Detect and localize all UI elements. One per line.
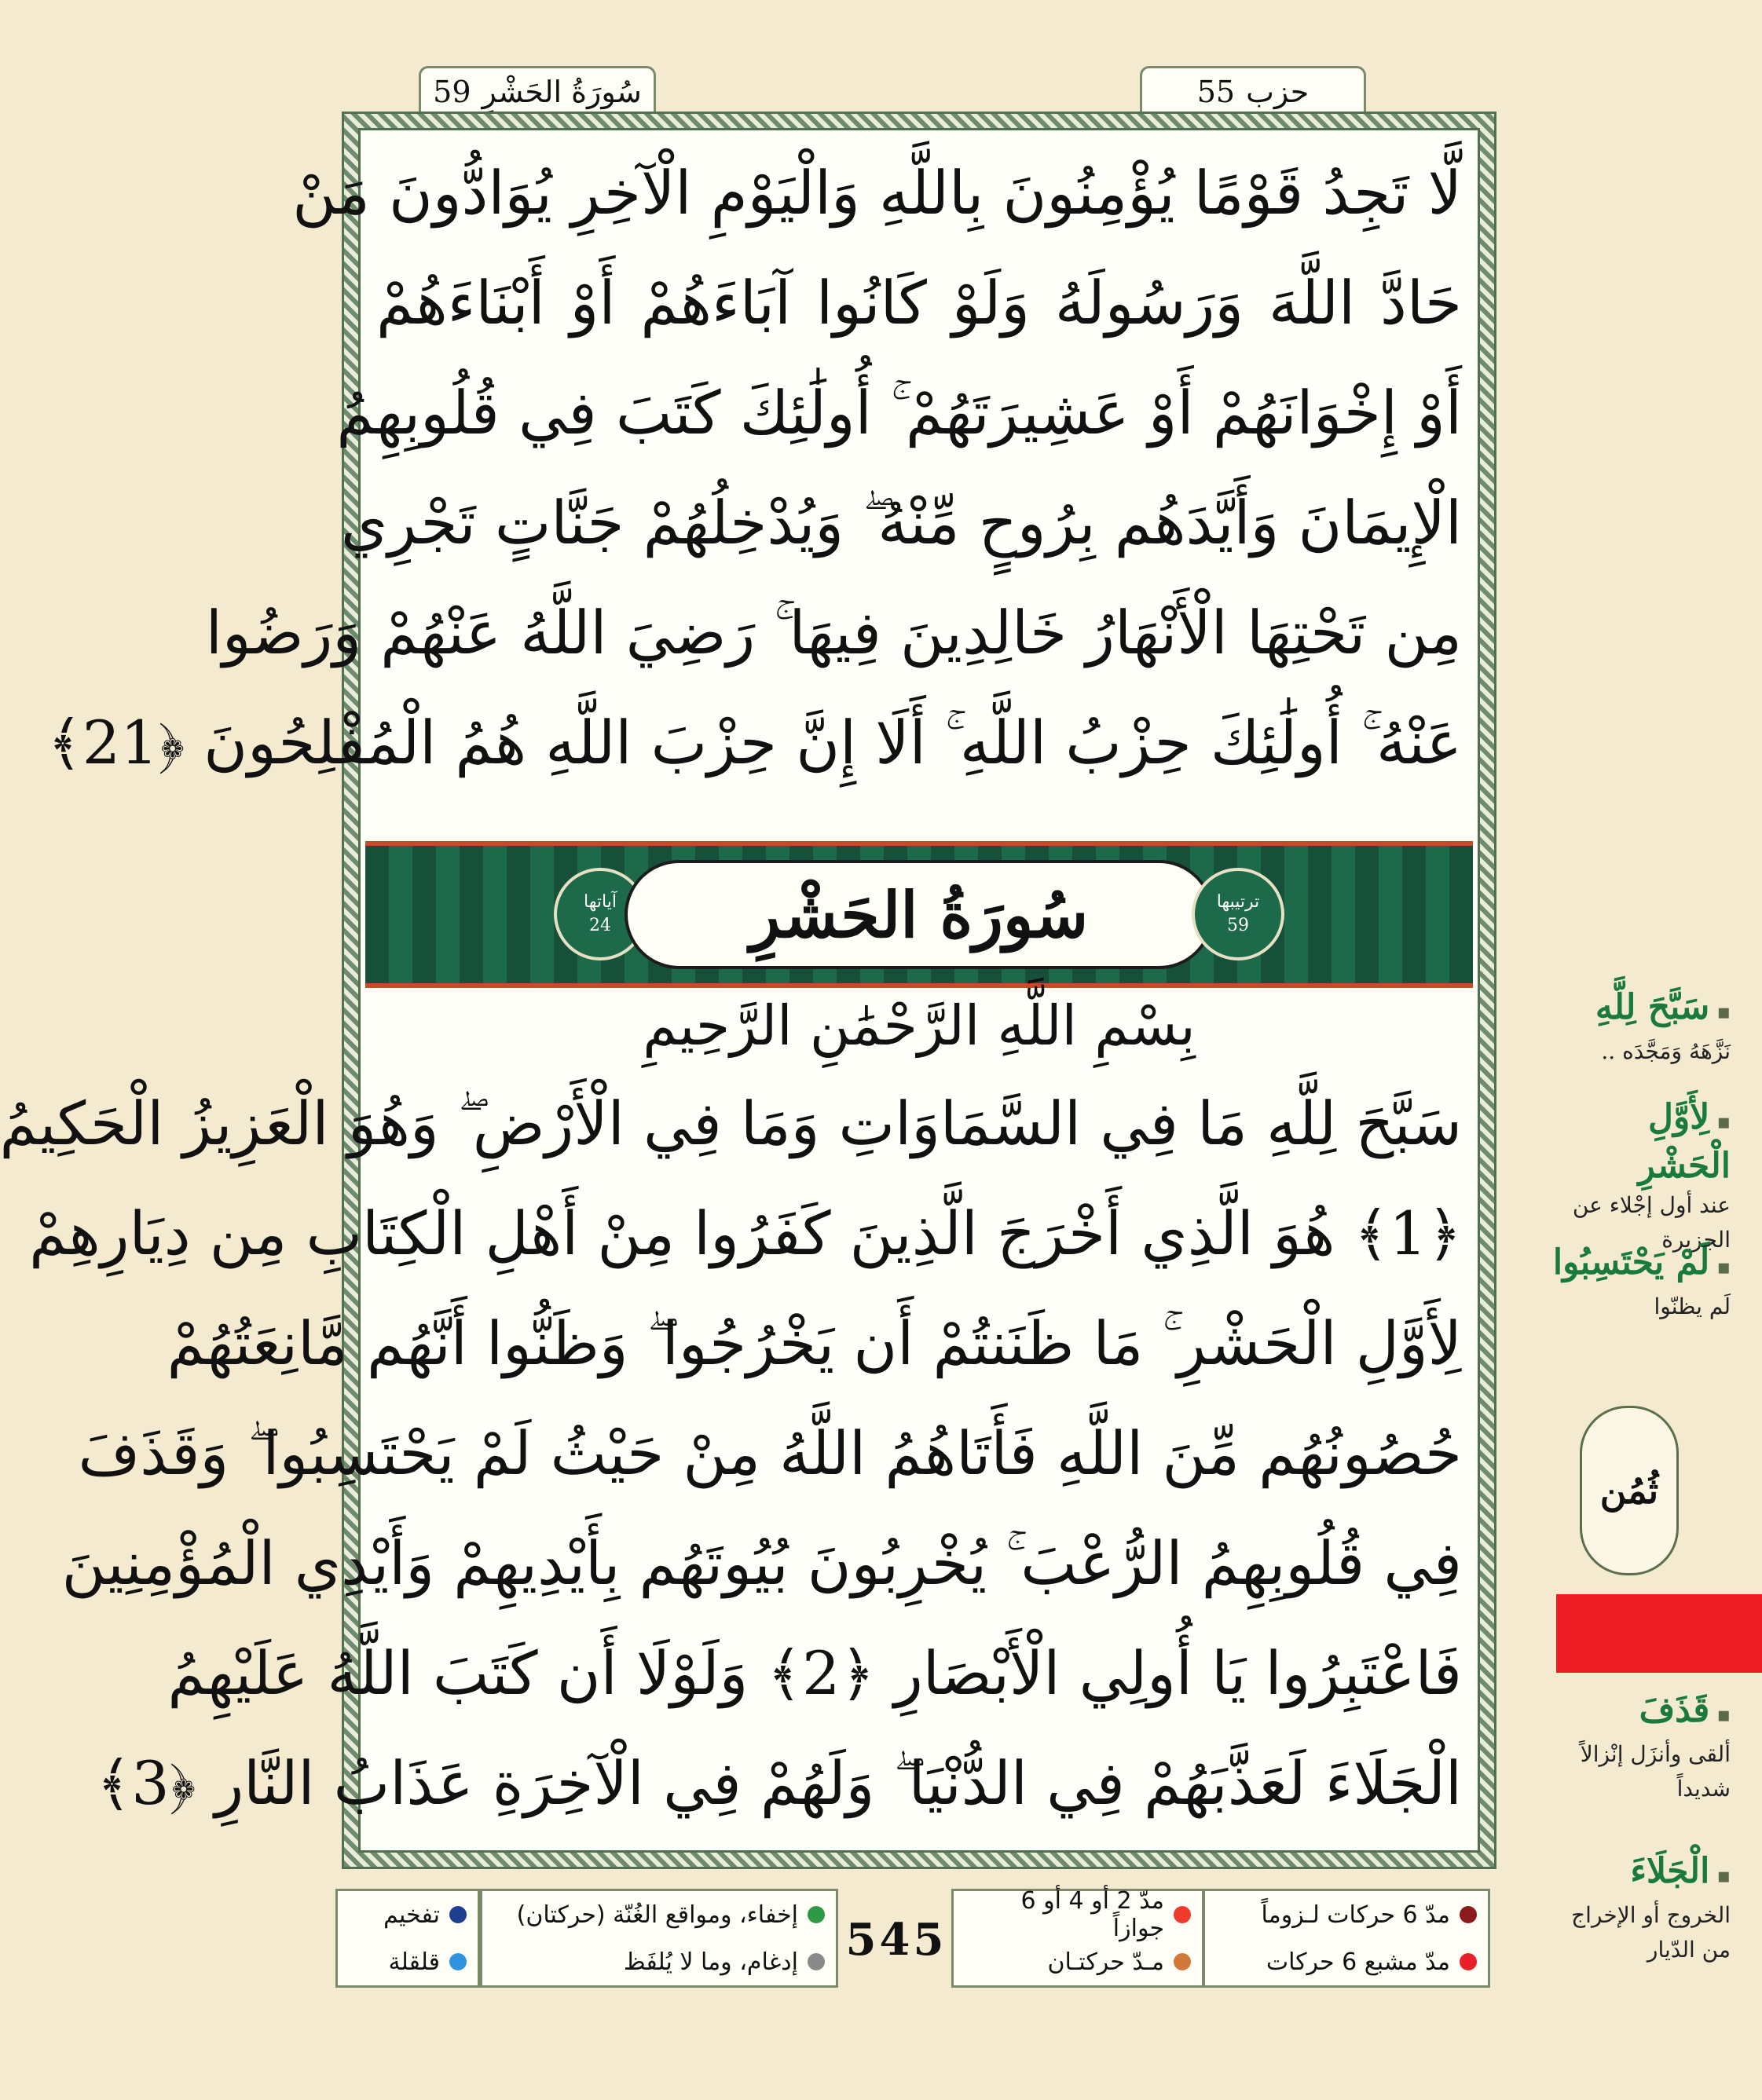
ayah-line: الْجَلَاءَ لَعَذَّبَهُمْ فِي الدُّنْيَا ۖ وَلَهُمْ فِي الْآخِرَةِ عَذَابُ النَّارِ ﴿3﴾ [96,1748,1462,1818]
hizb-label: حزب [1246,75,1310,109]
glossary-term: ▪ قَذَفَ [1550,1688,1731,1737]
ayah-line: حُصُونُهُم مِّنَ اللَّهِ فَأَتَاهُمُ اللَّهُ مِنْ حَيْثُ لَمْ يَحْتَسِبُوا ۖ وَقَذَفَ [78,1418,1462,1488]
ayah-line: فَاعْتَبِرُوا يَا أُولِي الْأَبْصَارِ ﴿2﴾ وَلَوْلَا أَن كَتَبَ اللَّهُ عَلَيْهِمُ [167,1638,1462,1708]
legend-item [338,1891,478,1938]
surah-banner-title: سُورَةُ الحَشْرِ [625,860,1214,969]
ayah-line: فِي قُلُوبِهِمُ الرُّعْبَ ۚ يُخْرِبُونَ بُيُوتَهُم بِأَيْدِيهِمْ وَأَيْدِي الْمُؤْمِنِينَ [61,1528,1462,1598]
legend-item [482,1891,836,1938]
legend-text: إدغام، وما لا يُلفَظ [623,1948,798,1976]
color-dot-icon [449,1906,467,1923]
legend-text: إخفاء، ومواقع الغُنّة (حركتان) [516,1901,798,1929]
page-frame [0,112,1496,1869]
order-value: 59 [1227,916,1249,935]
legend-text: مـدّ حركتـان [1047,1948,1164,1976]
ayah-line: لِأَوَّلِ الْحَشْرِ ۚ مَا ظَنَنتُمْ أَن يَخْرُجُوا ۖ وَظَنُّوا أَنَّهُم مَّانِعَتُهُمْ [167,1308,1462,1378]
basmala: بِسْمِ اللَّهِ الرَّحْمَٰنِ الرَّحِيمِ [643,993,1196,1058]
legend-text: قلقلة [388,1948,440,1976]
color-dot-icon [1174,1906,1191,1923]
color-dot-icon [1174,1953,1191,1970]
glossary-definition: عند أول إجْلاء عن الجزيرة [1572,1192,1731,1253]
glossary-entry [1550,1849,1731,1967]
glossary-entry [1550,1096,1731,1257]
glossary-entry [1550,1688,1731,1806]
color-dot-icon [449,1953,467,1970]
ayah-line: ﴿1﴾ هُوَ الَّذِي أَخْرَجَ الَّذِينَ كَفَرُوا مِنْ أَهْلِ الْكِتَابِ مِن دِيَارِهِمْ [29,1198,1462,1268]
color-dot-icon [1460,1953,1477,1970]
surah-number: 59 [433,75,471,109]
ayah-line: حَادَّ اللَّهَ وَرَسُولَهُ وَلَوْ كَانُوا آبَاءَهُمْ أَوْ أَبْنَاءَهُمْ [376,268,1462,338]
color-dot-icon [808,1953,825,1970]
thumun-marker-ornament: ثُمُن [1580,1406,1679,1575]
legend-item [338,1938,478,1985]
ayah-line: مِن تَحْتِهَا الْأَنْهَارُ خَالِدِينَ فِيهَا ۚ رَضِيَ اللَّهُ عَنْهُمْ وَرَضُوا [205,598,1462,668]
legend-item [954,1938,1202,1985]
legend-box-tafkhim-qalqala [335,1889,480,1988]
ayat-label: آياتها [584,892,617,912]
glossary-term: ▪ سَبَّحَ لِلَّهِ [1550,986,1731,1034]
legend-box-madd-optional [951,1889,1204,1988]
surah-header-label [419,66,656,115]
glossary-term: ▪ لَمْ يَحْتَسِبُوا [1550,1241,1731,1290]
legend-item [482,1938,836,1985]
legend-item [954,1887,1202,1942]
surah-order-medallion [1192,868,1284,960]
glossary-entry [1550,986,1731,1069]
glossary-definition: ألقى وأنزَل إنْزالاً شديداً [1580,1741,1731,1802]
legend-item [1205,1938,1488,1985]
ayah-line: عَنْهُ ۚ أُولَٰئِكَ حِزْبُ اللَّهِ ۚ أَلَا إِنَّ حِزْبَ اللَّهِ هُمُ الْمُفْلِحُونَ ﴿21﴾ [47,708,1462,777]
color-dot-icon [1460,1906,1477,1923]
ayah-line: لَّا تَجِدُ قَوْمًا يُؤْمِنُونَ بِاللَّهِ وَالْيَوْمِ الْآخِرِ يُوَادُّونَ مَنْ [292,158,1462,228]
color-dot-icon [808,1906,825,1923]
surah-name: سُورَةُ الحَشْرِ [482,75,642,109]
ayah-line: الْإِيمَانَ وَأَيَّدَهُم بِرُوحٍ مِّنْهُ ۖ وَيُدْخِلُهُمْ جَنَّاتٍ تَجْرِي [341,488,1462,558]
text-area [0,128,1480,1853]
hizb-header-label [1140,66,1366,115]
legend-text: مدّ مشبع 6 حركات [1266,1948,1450,1976]
glossary-term: ▪ لِأَوَّلِ الْحَشْرِ [1550,1096,1731,1188]
glossary-definition: نَزَّهَهُ وَمَجَّدَه .. [1601,1038,1731,1064]
legend-box-ikhfa-idgham [480,1889,838,1988]
glossary-definition: الخروج أو الإخراج من الدّيار [1571,1902,1731,1963]
glossary-term: ▪ الْجَلَاءَ [1550,1849,1731,1898]
ayat-value: 24 [589,916,611,935]
red-tab-marker [1556,1594,1762,1673]
legend-box-madd-required [1203,1889,1490,1988]
page-number: 545 [845,1914,947,1966]
ayah-line: سَبَّحَ لِلَّهِ مَا فِي السَّمَاوَاتِ وَمَا فِي الْأَرْضِ ۖ وَهُوَ الْعَزِيزُ الْحَكِيمُ [0,1088,1462,1158]
ayah-line: أَوْ إِخْوَانَهُمْ أَوْ عَشِيرَتَهُمْ ۚ أُولَٰئِكَ كَتَبَ فِي قُلُوبِهِمُ [336,378,1462,448]
legend-text: مدّ 6 حركات لـزوماً [1261,1901,1450,1929]
order-label: ترتيبها [1216,892,1260,912]
surah-banner [365,841,1473,988]
hizb-number: 55 [1196,75,1236,109]
legend-text: مدّ 2 أو 4 أو 6 جوازاً [1020,1887,1164,1942]
legend-text: تفخيم [383,1901,440,1929]
glossary-definition: لَم يظنّوا [1654,1293,1731,1319]
legend-item [1205,1891,1488,1938]
glossary-entry [1550,1241,1731,1324]
